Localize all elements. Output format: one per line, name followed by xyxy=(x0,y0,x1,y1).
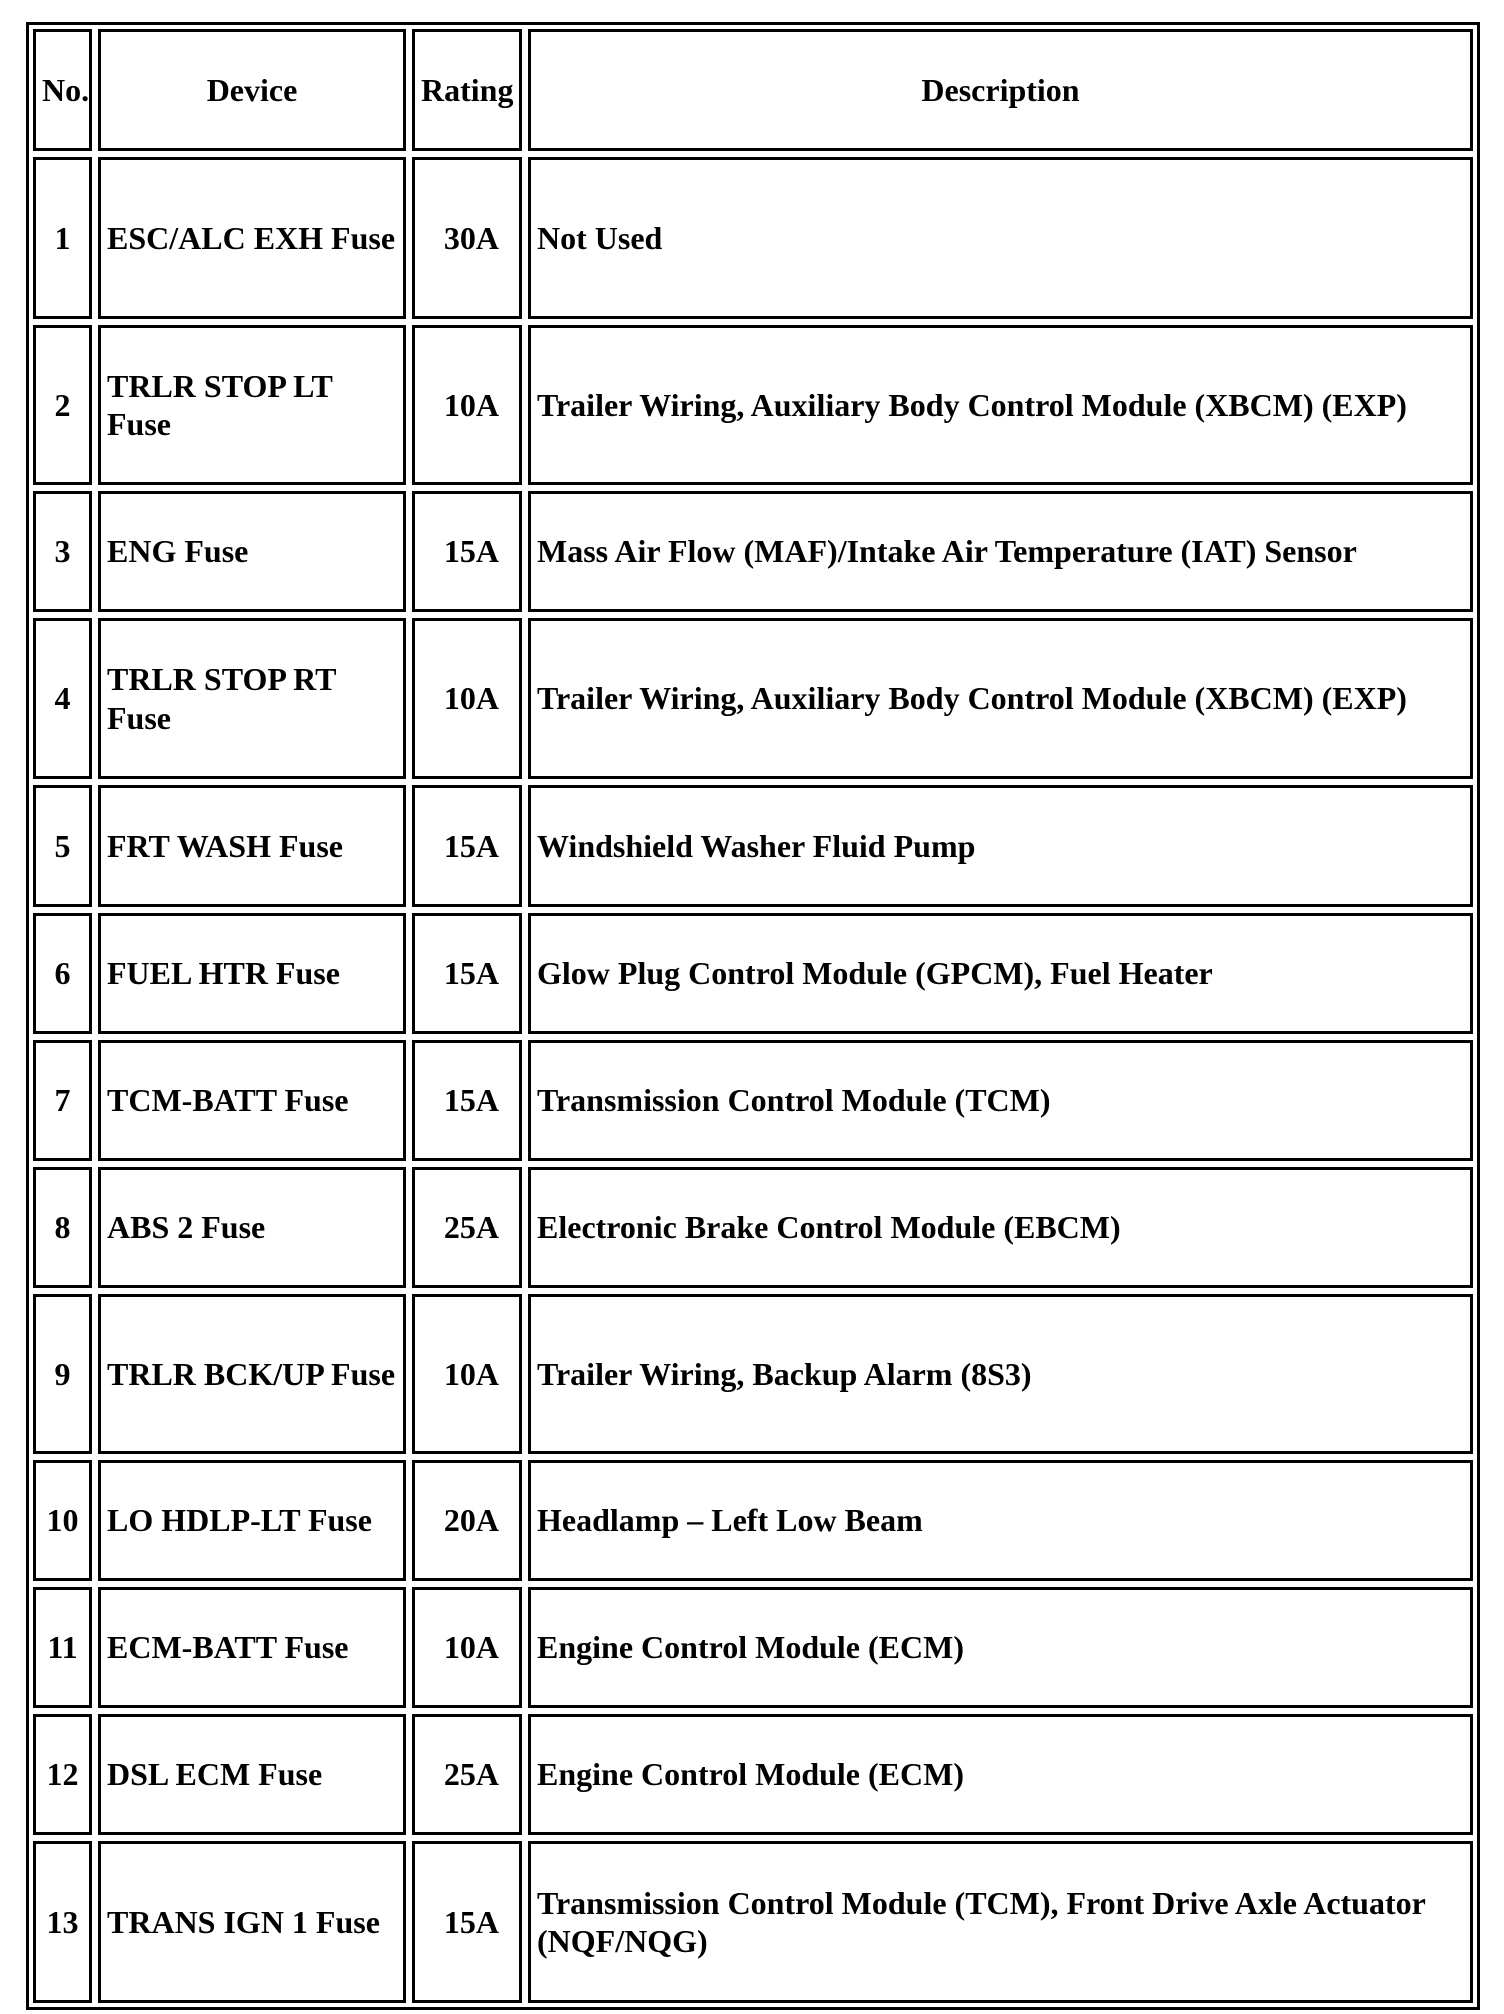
cell-description: Transmission Control Module (TCM) xyxy=(528,1040,1473,1161)
cell-device: TRLR STOP RT Fuse xyxy=(98,618,406,779)
cell-description: Windshield Washer Fluid Pump xyxy=(528,785,1473,907)
cell-description: Transmission Control Module (TCM), Front Drive Axle Actuator (NQF/NQG) xyxy=(528,1841,1473,2003)
cell-no: 13 xyxy=(33,1841,92,2003)
cell-device: FUEL HTR Fuse xyxy=(98,913,406,1034)
cell-description: Mass Air Flow (MAF)/Intake Air Temperature (IAT) Sensor xyxy=(528,491,1473,612)
cell-device: ESC/ALC EXH Fuse xyxy=(98,157,406,319)
cell-rating: 15A xyxy=(412,1841,522,2003)
table-row xyxy=(33,325,1473,485)
cell-description: Engine Control Module (ECM) xyxy=(528,1714,1473,1835)
cell-rating: 20A xyxy=(412,1460,522,1581)
cell-rating: 15A xyxy=(412,1040,522,1161)
table-row xyxy=(33,618,1473,779)
table-row xyxy=(33,491,1473,612)
header-rating: Rating xyxy=(412,29,522,151)
header-description: Description xyxy=(528,29,1473,151)
cell-no: 6 xyxy=(33,913,92,1034)
cell-no: 10 xyxy=(33,1460,92,1581)
cell-rating: 10A xyxy=(412,1587,522,1708)
fuse-table xyxy=(27,23,1479,2009)
cell-rating: 30A xyxy=(412,157,522,319)
cell-rating: 10A xyxy=(412,618,522,779)
cell-rating: 10A xyxy=(412,325,522,485)
cell-description: Trailer Wiring, Auxiliary Body Control Module (XBCM) (EXP) xyxy=(528,325,1473,485)
cell-device: TRLR STOP LT Fuse xyxy=(98,325,406,485)
cell-no: 3 xyxy=(33,491,92,612)
cell-device: ECM-BATT Fuse xyxy=(98,1587,406,1708)
cell-rating: 10A xyxy=(412,1294,522,1454)
cell-no: 8 xyxy=(33,1167,92,1288)
cell-no: 5 xyxy=(33,785,92,907)
cell-description: Headlamp – Left Low Beam xyxy=(528,1460,1473,1581)
header-row xyxy=(33,29,1473,151)
table-row xyxy=(33,1460,1473,1581)
cell-device: TCM-BATT Fuse xyxy=(98,1040,406,1161)
header-device: Device xyxy=(98,29,406,151)
cell-device: ENG Fuse xyxy=(98,491,406,612)
cell-description: Not Used xyxy=(528,157,1473,319)
table-row xyxy=(33,1714,1473,1835)
cell-description: Engine Control Module (ECM) xyxy=(528,1587,1473,1708)
cell-rating: 25A xyxy=(412,1714,522,1835)
cell-device: DSL ECM Fuse xyxy=(98,1714,406,1835)
cell-no: 11 xyxy=(33,1587,92,1708)
cell-no: 7 xyxy=(33,1040,92,1161)
cell-description: Electronic Brake Control Module (EBCM) xyxy=(528,1167,1473,1288)
cell-rating: 15A xyxy=(412,785,522,907)
cell-description: Trailer Wiring, Backup Alarm (8S3) xyxy=(528,1294,1473,1454)
cell-device: TRANS IGN 1 Fuse xyxy=(98,1841,406,2003)
cell-no: 1 xyxy=(33,157,92,319)
table-row xyxy=(33,157,1473,319)
table-row xyxy=(33,1587,1473,1708)
cell-device: ABS 2 Fuse xyxy=(98,1167,406,1288)
cell-device: FRT WASH Fuse xyxy=(98,785,406,907)
table-row xyxy=(33,913,1473,1034)
fuse-table-frame xyxy=(26,22,1480,2010)
cell-description: Glow Plug Control Module (GPCM), Fuel Heater xyxy=(528,913,1473,1034)
cell-no: 9 xyxy=(33,1294,92,1454)
cell-no: 2 xyxy=(33,325,92,485)
cell-device: TRLR BCK/UP Fuse xyxy=(98,1294,406,1454)
cell-rating: 25A xyxy=(412,1167,522,1288)
cell-rating: 15A xyxy=(412,913,522,1034)
table-row xyxy=(33,1167,1473,1288)
cell-device: LO HDLP-LT Fuse xyxy=(98,1460,406,1581)
cell-no: 4 xyxy=(33,618,92,779)
table-row xyxy=(33,785,1473,907)
cell-no: 12 xyxy=(33,1714,92,1835)
cell-description: Trailer Wiring, Auxiliary Body Control Module (XBCM) (EXP) xyxy=(528,618,1473,779)
table-row xyxy=(33,1294,1473,1454)
cell-rating: 15A xyxy=(412,491,522,612)
table-row xyxy=(33,1841,1473,2003)
table-row xyxy=(33,1040,1473,1161)
header-no: No. xyxy=(33,29,92,151)
